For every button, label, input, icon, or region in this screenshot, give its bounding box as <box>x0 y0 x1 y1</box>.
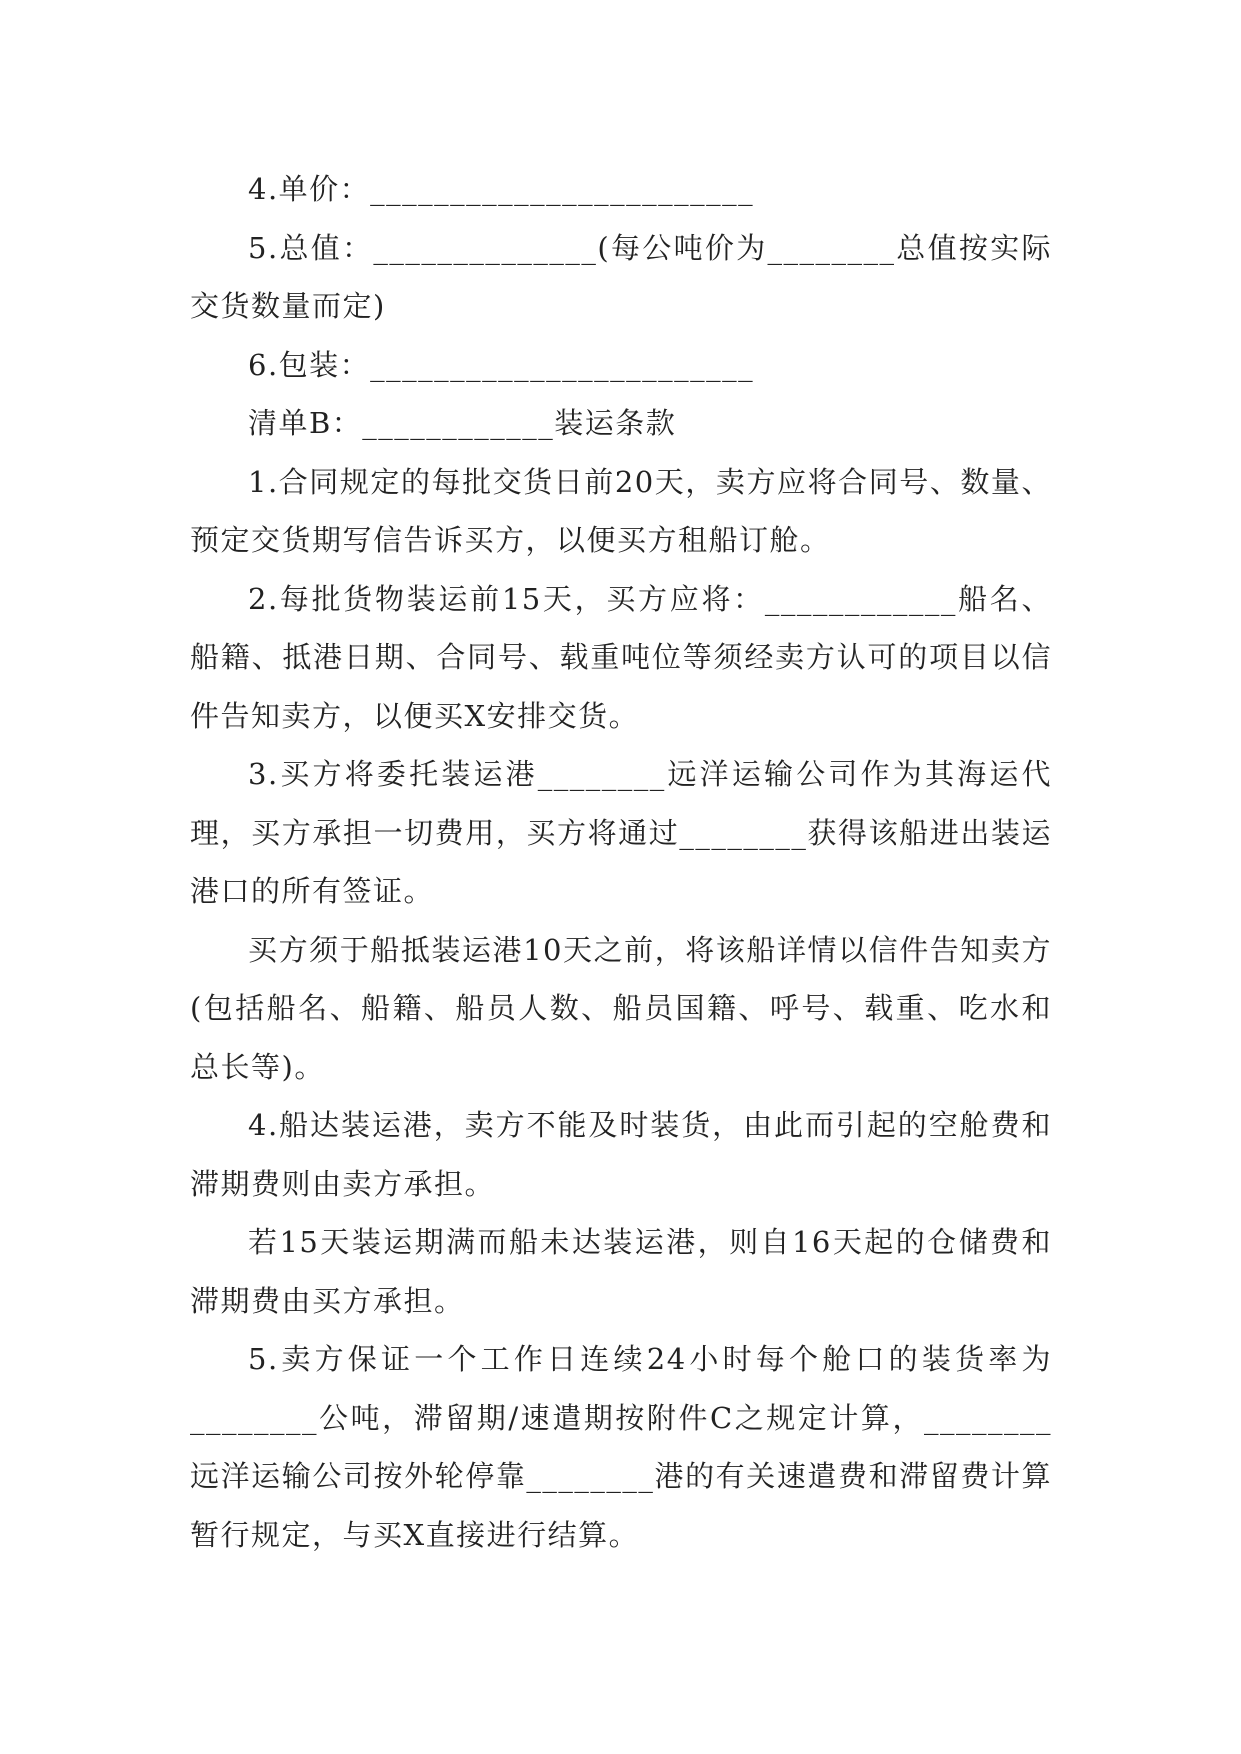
clause-3: 3.买方将委托装运港________远洋运输公司作为其海运代理，买方承担一切费用，买方将通过________获得该船进出装运港口的所有签证。 <box>190 757 1052 908</box>
clause-2: 2.每批货物装运前15天，买方应将：____________船名、船籍、抵港日期、合同号、载重吨位等须经卖方认可的项目以信件告知卖方，以便买X安排交货。 <box>190 581 1052 733</box>
clause-4-continued: 若15天装运期满而船未达装运港，则自16天起的仓储费和滞期费由买方承担。 <box>190 1225 1052 1318</box>
item-packing: 6.包装：________________________ <box>248 347 755 382</box>
list-b-heading: 清单B：____________装运条款 <box>248 406 677 440</box>
clause-3-continued: 买方须于船抵装运港10天之前，将该船详情以信件告知卖方(包括船名、船籍、船员人数、船员国籍、呼号、载重、吃水和总长等)。 <box>190 932 1052 1084</box>
item-unit-price: 4.单价：________________________ <box>248 172 755 206</box>
clause-5: 5.卖方保证一个工作日连续24小时每个舱口的装货率为________公吨，滞留期/速遣期按附件C之规定计算，________远洋运输公司按外轮停靠________港的有关速遣费和滞留费计算暂行规定，与买X直接进行结算。 <box>190 1342 1052 1552</box>
clause-4: 4.船达装运港，卖方不能及时装货，由此而引起的空舱费和滞期费则由卖方承担。 <box>190 1108 1052 1201</box>
clause-1: 1.合同规定的每批交货日前20天，卖方应将合同号、数量、预定交货期写信告诉买方，以便买方租船订舱。 <box>190 464 1052 557</box>
item-total-value: 5.总值：______________(每公吨价为________总值按实际交货数量而定) <box>190 230 1052 323</box>
document-body <box>190 160 1052 1564</box>
